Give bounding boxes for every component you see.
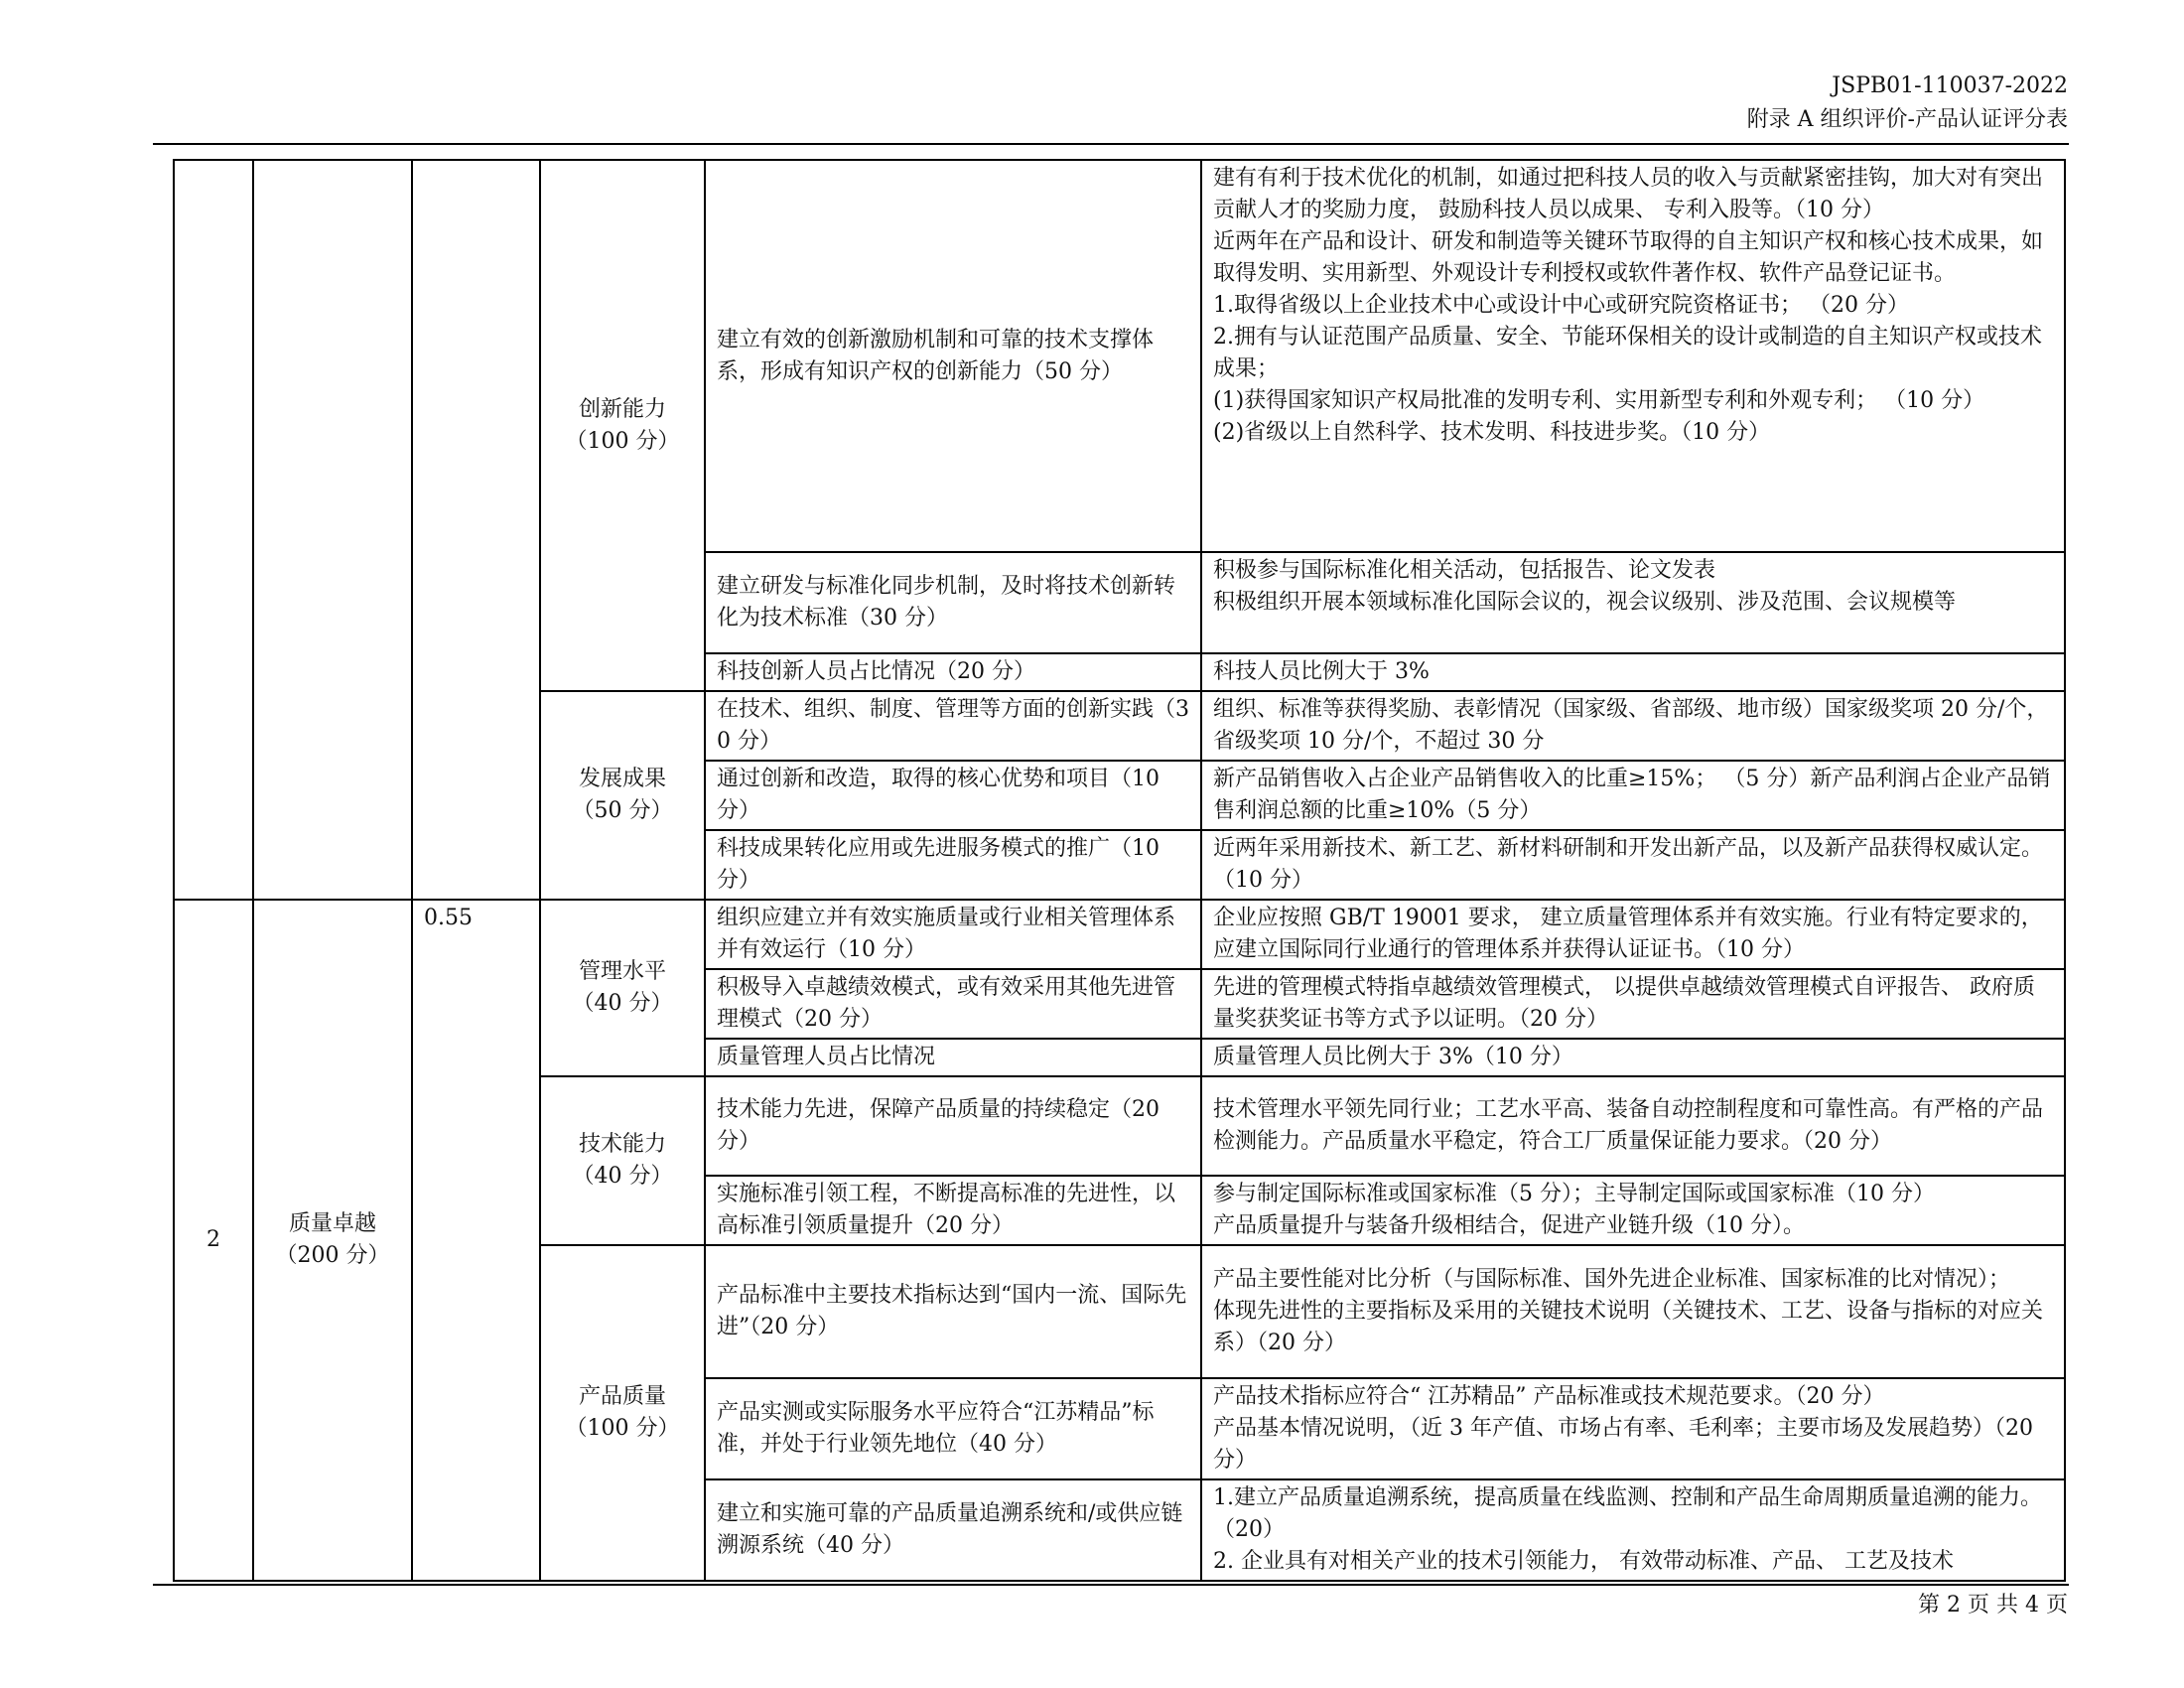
item-cell: 产品实测或实际服务水平应符合“江苏精品”标准，并处于行业领先地位（40 分） xyxy=(705,1378,1201,1479)
requirement-cell xyxy=(1201,1245,2065,1378)
appendix-title: 附录 A 组织评价-产品认证评分表 xyxy=(1746,107,2068,132)
group-weight-cell xyxy=(412,160,540,900)
footer-rule xyxy=(153,1584,2069,1586)
table-row xyxy=(174,160,2065,552)
table-row xyxy=(174,900,2065,969)
scoring-table xyxy=(173,159,2066,1582)
requirement-line: 产品技术指标应符合“ 江苏精品” 产品标准或技术规范要求。（20 分） xyxy=(1213,1384,1885,1409)
subcategory-points: （100 分） xyxy=(565,428,680,454)
item-cell: 科技创新人员占比情况（20 分） xyxy=(705,653,1201,691)
group-weight: 0.55 xyxy=(412,900,540,1581)
group-points: （200 分） xyxy=(275,1243,390,1268)
requirement-line: 产品主要性能对比分析（与国际标准、国外先进企业标准、国家标准的比对情况）； xyxy=(1213,1267,2011,1292)
item-cell: 质量管理人员占比情况 xyxy=(705,1039,1201,1076)
item-cell: 建立有效的创新激励机制和可靠的技术支撑体系，形成有知识产权的创新能力（50 分） xyxy=(705,160,1201,552)
requirement-cell: 先进的管理模式特指卓越绩效管理模式， 以提供卓越绩效管理模式自评报告、 政府质量奖获奖证书等方式予以证明。（20 分） xyxy=(1201,969,2065,1039)
subcategory-points: （100 分） xyxy=(565,1416,680,1441)
subcategory-name: 管理水平 xyxy=(578,959,666,984)
subcategory-innovation xyxy=(540,160,705,691)
group-name-cell xyxy=(253,160,412,900)
requirement-line: 参与制定国际标准或国家标准（5 分）；主导制定国际或国家标准（10 分） xyxy=(1213,1182,1935,1206)
group-number: 2 xyxy=(174,900,253,1581)
requirement-line: 近两年在产品和设计、研发和制造等关键环节取得的自主知识产权和核心技术成果，如取得发明、实用新型、外观设计专利授权或软件著作权、软件产品登记证书。 xyxy=(1213,229,2044,286)
requirement-cell xyxy=(1201,1378,2065,1479)
document-code: JSPB01-110037-2022 xyxy=(1832,73,2068,98)
requirement-cell: 近两年采用新技术、新工艺、新材料研制和开发出新产品，以及新产品获得权威认定。（10 分） xyxy=(1201,830,2065,900)
group-name: 质量卓越 xyxy=(288,1211,376,1236)
item-cell: 积极导入卓越绩效模式，或有效采用其他先进管理模式（20 分） xyxy=(705,969,1201,1039)
requirement-line: 2.拥有与认证范围产品质量、安全、节能环保相关的设计或制造的自主知识产权或技术成果； xyxy=(1213,325,2042,381)
subcategory-name: 发展成果 xyxy=(578,767,666,791)
item-cell: 产品标准中主要技术指标达到“国内一流、国际先进”（20 分） xyxy=(705,1245,1201,1378)
subcategory-name: 创新能力 xyxy=(578,396,666,422)
page-number: 第 2 页 共 4 页 xyxy=(1918,1593,2068,1618)
requirement-cell xyxy=(1201,1176,2065,1245)
subcategory-results xyxy=(540,691,705,900)
requirement-cell xyxy=(1201,552,2065,653)
item-cell: 组织应建立并有效实施质量或行业相关管理体系并有效运行（10 分） xyxy=(705,900,1201,969)
item-cell: 科技成果转化应用或先进服务模式的推广（10 分） xyxy=(705,830,1201,900)
item-cell: 在技术、组织、制度、管理等方面的创新实践（30 分） xyxy=(705,691,1201,761)
requirement-line: 积极组织开展本领域标准化国际会议的，视会议级别、涉及范围、会议规模等 xyxy=(1213,590,1957,615)
item-cell: 建立研发与标准化同步机制，及时将技术创新转化为技术标准（30 分） xyxy=(705,552,1201,653)
requirement-line: (2)省级以上自然科学、技术发明、科技进步奖。（10 分） xyxy=(1213,420,1771,445)
requirement-line: 产品基本情况说明，（近 3 年产值、市场占有率、毛利率；主要市场及发展趋势）（20 分） xyxy=(1213,1416,2033,1473)
subcategory-points: （40 分） xyxy=(572,991,673,1016)
requirement-cell: 技术管理水平领先同行业；工艺水平高、装备自动控制程度和可靠性高。有严格的产品检测能力。产品质量水平稳定，符合工厂质量保证能力要求。（20 分） xyxy=(1201,1076,2065,1176)
item-cell: 通过创新和改造，取得的核心优势和项目（10 分） xyxy=(705,761,1201,830)
subcategory-points: （40 分） xyxy=(572,1164,673,1189)
requirement-line: 积极参与国际标准化相关活动，包括报告、论文发表 xyxy=(1213,558,1716,583)
requirement-cell: 质量管理人员比例大于 3%（10 分） xyxy=(1201,1039,2065,1076)
requirement-line: (1)获得国家知识产权局批准的发明专利、实用新型专利和外观专利； （10 分） xyxy=(1213,388,1985,413)
requirement-line: 1.取得省级以上企业技术中心或设计中心或研究院资格证书； （20 分） xyxy=(1213,293,1909,318)
requirement-line: 2. 企业具有对相关产业的技术引领能力， 有效带动标准、产品、 工艺及技术 xyxy=(1213,1549,1954,1574)
requirement-line: 1.建立产品质量追溯系统，提高质量在线监测、控制和产品生命周期质量追溯的能力。（20） xyxy=(1213,1485,2042,1542)
group-number-cell xyxy=(174,160,253,900)
requirement-line: 体现先进性的主要指标及采用的关键技术说明（关键技术、工艺、设备与指标的对应关系）（20 分） xyxy=(1213,1299,2044,1355)
header-rule xyxy=(153,143,2069,145)
requirement-line: 建有有利于技术优化的机制，如通过把科技人员的收入与贡献紧密挂钩，加大对有突出贡献人才的奖励力度， 鼓励科技人员以成果、 专利入股等。（10 分） xyxy=(1213,166,2044,222)
requirement-cell: 科技人员比例大于 3% xyxy=(1201,653,2065,691)
subcategory-name: 技术能力 xyxy=(578,1132,666,1157)
subcategory-techability xyxy=(540,1076,705,1245)
requirement-cell: 企业应按照 GB/T 19001 要求， 建立质量管理体系并有效实施。行业有特定要求的， 应建立国际同行业通行的管理体系并获得认证证书。（10 分） xyxy=(1201,900,2065,969)
group-name-cell xyxy=(253,900,412,1581)
item-cell: 建立和实施可靠的产品质量追溯系统和/或供应链溯源系统（40 分） xyxy=(705,1479,1201,1581)
requirement-cell xyxy=(1201,160,2065,552)
requirement-line: 产品质量提升与装备升级相结合，促进产业链升级（10 分）。 xyxy=(1213,1213,1805,1238)
subcategory-points: （50 分） xyxy=(572,798,673,823)
requirement-cell: 组织、标准等获得奖励、表彰情况（国家级、省部级、地市级）国家级奖项 20 分/个，省级奖项 10 分/个，不超过 30 分 xyxy=(1201,691,2065,761)
item-cell: 技术能力先进，保障产品质量的持续稳定（20 分） xyxy=(705,1076,1201,1176)
requirement-cell xyxy=(1201,1479,2065,1581)
requirement-cell: 新产品销售收入占企业产品销售收入的比重≥15%； （5 分）新产品利润占企业产品销售利润总额的比重≥10%（5 分） xyxy=(1201,761,2065,830)
subcategory-name: 产品质量 xyxy=(578,1384,666,1409)
subcategory-management xyxy=(540,900,705,1076)
item-cell: 实施标准引领工程，不断提高标准的先进性，以高标准引领质量提升（20 分） xyxy=(705,1176,1201,1245)
subcategory-quality xyxy=(540,1245,705,1581)
